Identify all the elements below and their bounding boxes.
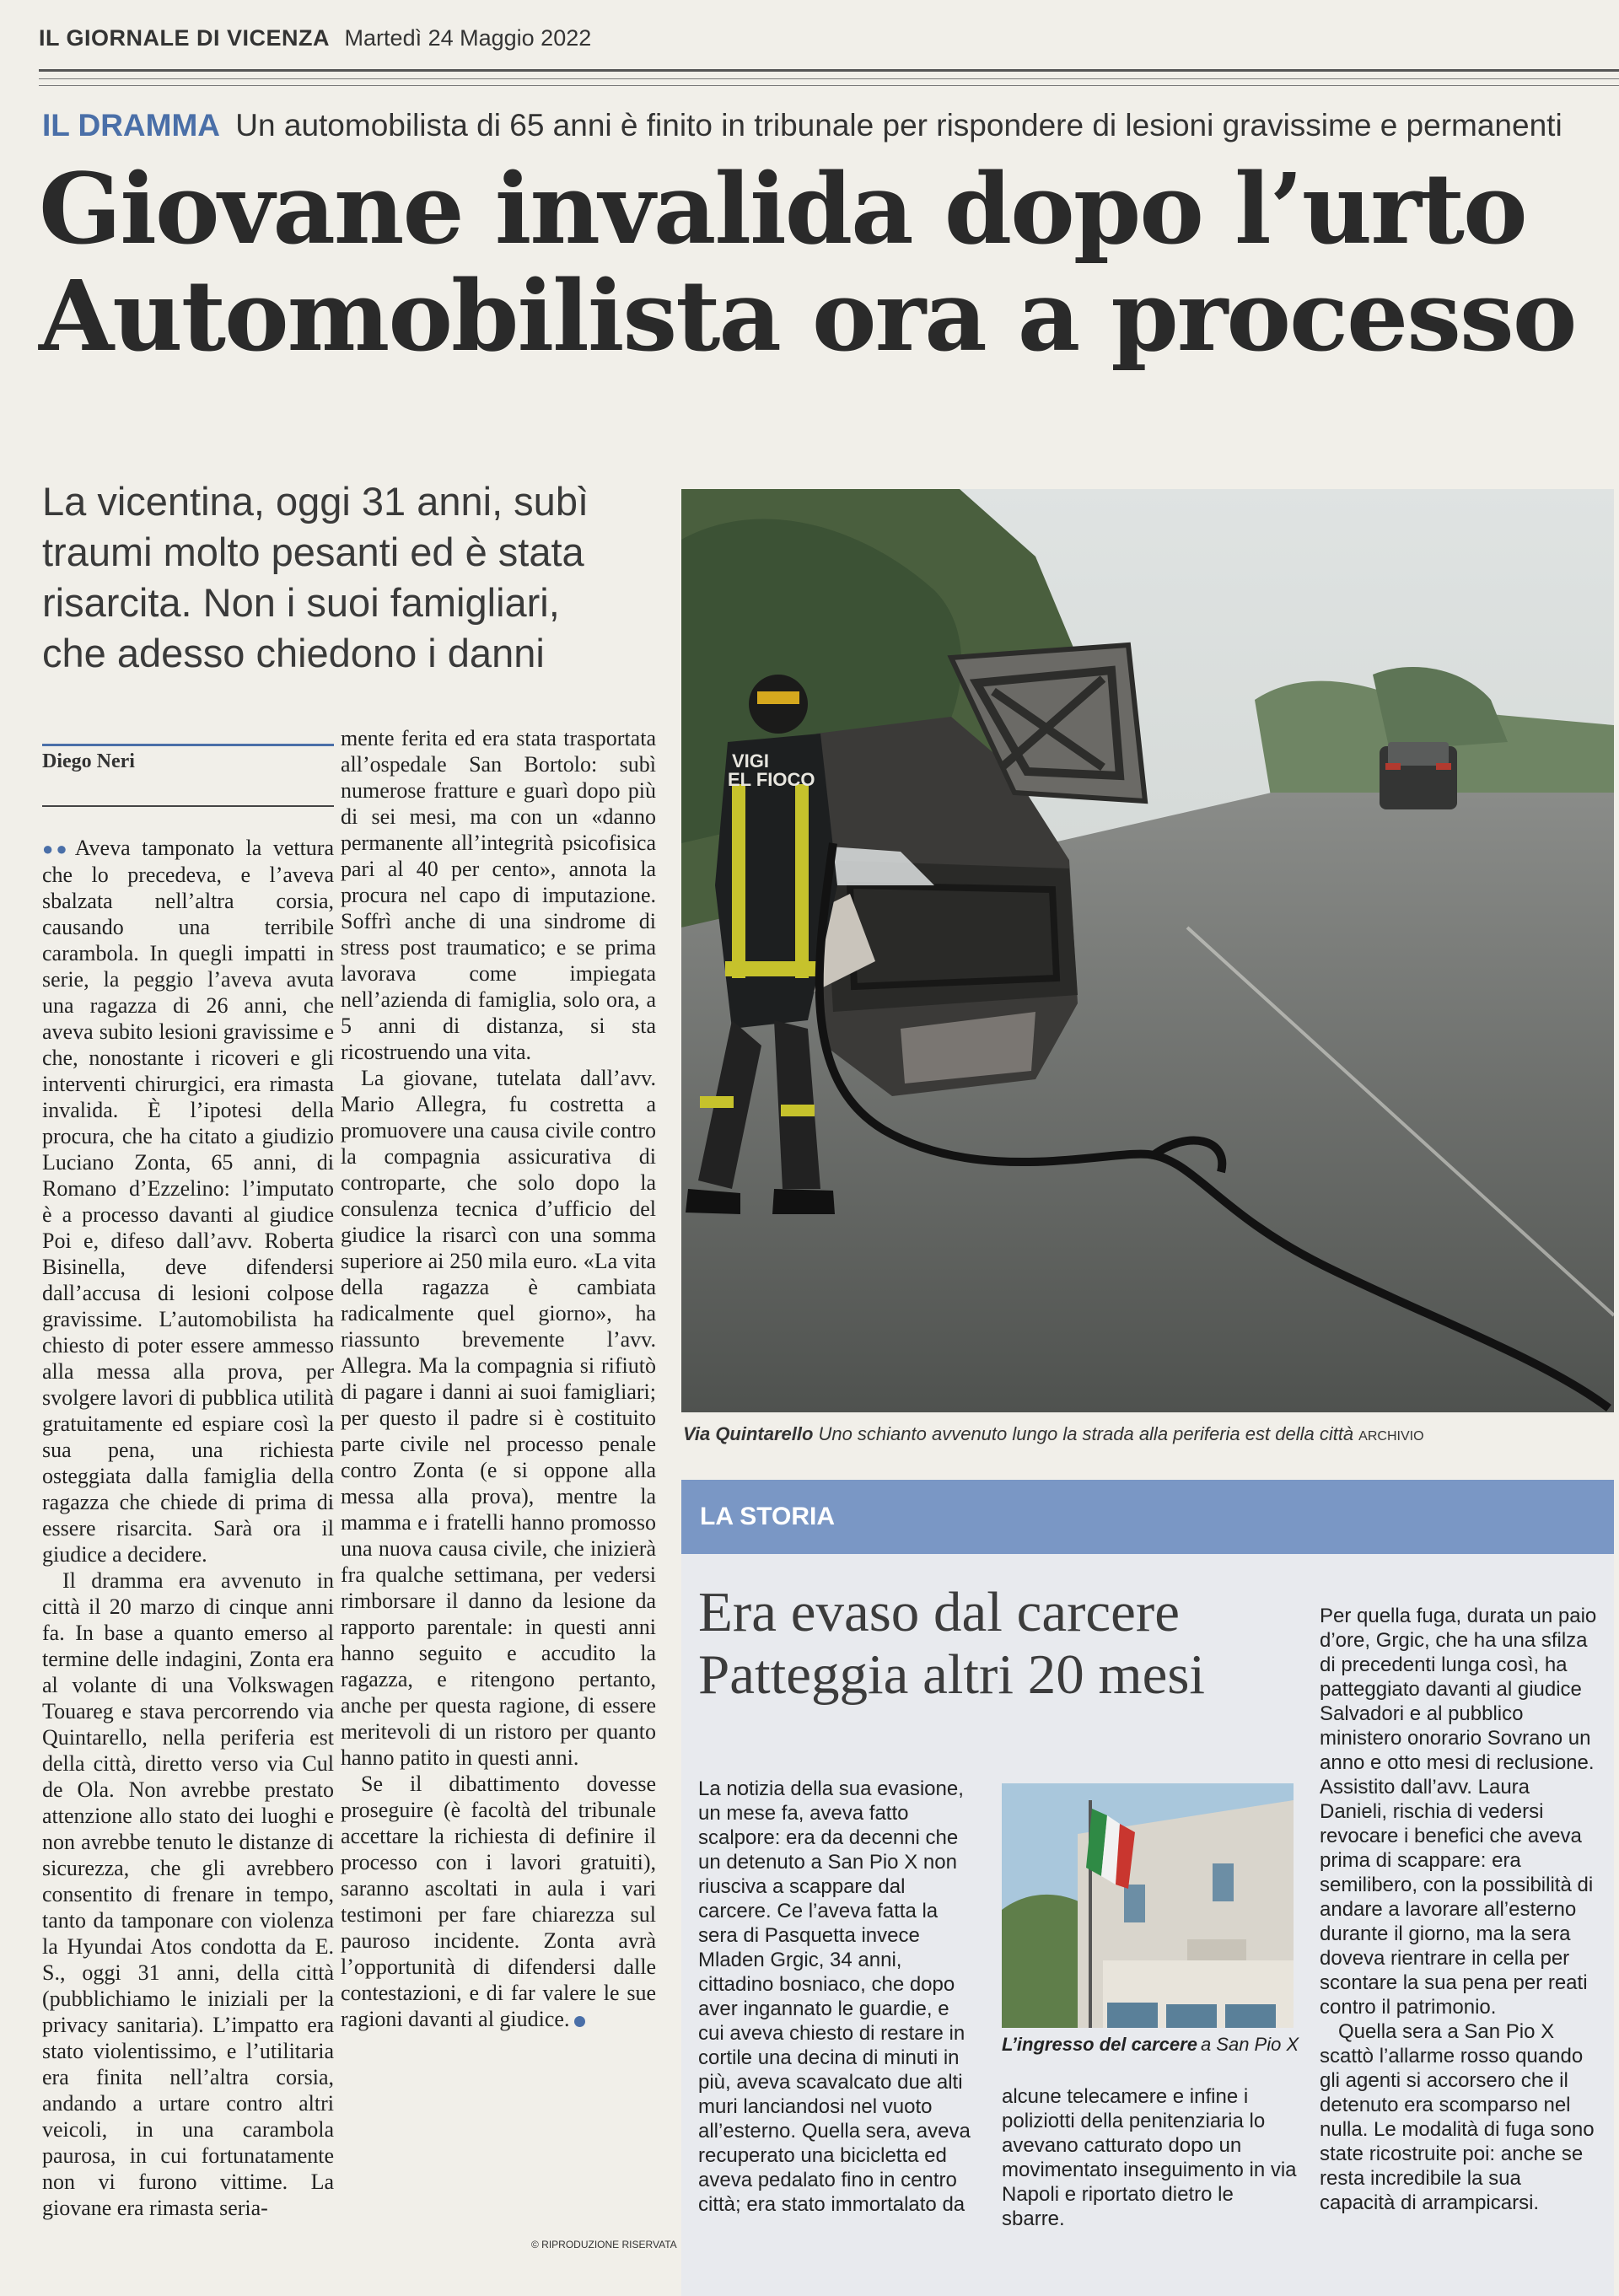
photo-credit: ARCHIVIO [1358, 1429, 1424, 1444]
headline [39, 153, 1616, 374]
issue-date: Martedì 24 Maggio 2022 [344, 25, 592, 51]
masthead-rule-thin [39, 78, 1619, 79]
story-headline-line-2: Patteggia altri 20 mesi [698, 1643, 1206, 1706]
story-column-3 [1320, 1604, 1600, 2215]
prison-photo-caption [1002, 2034, 1299, 2056]
article-paragraph [42, 835, 334, 1567]
story-column-2: alcune telecamere e infine i poliziotti della penitenziaria lo avevano catturato dopo un movimentato inseguimento in via Napoli e riportato dietro le sbarre. [1002, 2085, 1297, 2230]
photo-caption-text: Uno schianto avvenuto lungo la strada alla periferia est della città [818, 1423, 1354, 1444]
byline: Diego Neri [42, 750, 135, 772]
article-paragraph-text: Se il dibattimento dovesse proseguire (è facoltà del tribunale accettare la richiesta di definire il processo con i lavori gratuiti), saranno ascoltati in aula i vari testimoni per fare chiarezza sul pauroso incidente. Zonta avrà l’opportunità di difendersi dalle contestazioni, e di far valere le sue ragioni davanti al giudice. [341, 1772, 656, 2031]
headline-line-1: Giovane invalida dopo l’urto [39, 153, 1526, 266]
end-mark-icon [574, 2016, 585, 2027]
article-paragraph: Il dramma era avvenuto in città il 20 marzo di cinque anni fa. In base a quanto emerso al termine delle indagini, Zonta era al volante di una Volkswagen Touareg e stava percorrendo via Quintarello, nella periferia est della città, diretto verso via Cul de Ola. Non avrebbe prestato attenzione allo stato dei luoghi e non avrebbe tenuto le distanze di sicurezza, che gli avrebbero consentito di frenare in tempo, tanto da tamponare con violenza la Hyundai Atos condotta da E. S., oggi 31 anni, della città (pubblichiamo le iniziali per la privacy sanitaria). L’impatto era stato violentissimo, e l’utilitaria era finita nell’altra corsia, andando a urtare contro altri veicoli, in una carambola paurosa, in cui fortunatamente non vi furono vittime. La giovane era rimasta seria- [42, 1568, 334, 2220]
article-paragraph: mente ferita ed era stata trasportata all’ospedale San Bortolo: subì numerose fratture e guarì dopo più di sei mesi, ma con un «danno permanente all’integrità psicofisica pari al 40 per cento», annota la procura nel capo di imputazione. Soffrì anche di una sindrome di stress post traumatico; e se prima lavorava come impiegata nell’azienda di famiglia, solo ora, a 5 anni di distanza, si sta ricostruendo una vita. [341, 726, 656, 1064]
story-paragraph: Per quella fuga, durata un paio d’ore, Grgic, che ha una sfilza di precedenti lunga così, ha patteggiato davanti al giudice Salvadori e al pubblico ministero onorario Sovrano un anno e otto mesi di reclusione. Assistito dall’avv. Laura Danieli, rischia di vedersi revocare i benefici che aveva prima di scappare: era semilibero, con la possibilità di andare a lavorare all’esterno durante il giorno, ma la sera doveva rientrare in cella per scontare la sua pena per reati contro il patrimonio. [1320, 1605, 1597, 2019]
byline-rule-bottom [42, 805, 334, 807]
newspaper-name: IL GIORNALE DI VICENZA [39, 25, 331, 51]
photo-caption [683, 1423, 1424, 1445]
byline-rule [42, 744, 334, 746]
prison-photo-caption-text: a San Pio X [1200, 2034, 1299, 2055]
article-paragraph-text: Aveva tamponato la vettura che lo precedeva, e l’aveva sbalzata nell’altra corsia, causando una terribile carambola. In quegli impatti in serie, la peggio l’aveva avuta una ragazza di 26 anni, che aveva subito lesioni gravissime e che, nonostante i ricoveri e gli interventi chirurgici, era rimasta invalida. È l’ipotesi della procura, che ha citato a giudizio Luciano Zonta, 65 anni, di Romano d’Ezzelino: l’imputato è a processo davanti al giudice Poi e, difeso dall’avv. Roberta Bisinella, deve difendersi dall’accusa di lesioni colpose gravissime. L’automobilista ha chiesto di poter essere ammesso alla messa alla prova, per svolgere lavori di pubblica utilità gratuitamente ed espiare così la sua pena, una richiesta osteggiata dalla famiglia della ragazza che chiede di prima di essere risarcita. Sarà ora il giudice a decidere. [42, 836, 334, 1567]
vest-text-1: VIGI [732, 750, 770, 772]
kicker-text: Un automobilista di 65 anni è finito in tribunale per rispondere di lesioni gravissime e permanenti [235, 108, 1563, 142]
photo-caption-title: Via Quintarello [683, 1423, 814, 1444]
prison-entrance-photo [1002, 1783, 1294, 2028]
article-column-1 [42, 835, 334, 2221]
article-column-2 [341, 725, 656, 2032]
story-headline [698, 1581, 1305, 1706]
story-headline-line-1: Era evaso dal carcere [698, 1581, 1180, 1643]
kicker [42, 108, 1563, 143]
accident-photo [681, 489, 1614, 1412]
bullet-marks: ●● [42, 838, 70, 859]
story-section-label: LA STORIA [700, 1503, 836, 1530]
story-paragraph: Quella sera a San Pio X scattò l’allarme rosso quando gli agenti si accorsero che il detenuto era scomparso nel nulla. Le modalità di fuga sono state ricostruite poi: anche se resta incredibile la sua capacità di arrampicarsi. [1320, 2020, 1595, 2214]
kicker-tag: IL DRAMMA [42, 108, 221, 142]
article-summary: La vicentina, oggi 31 anni, subì traumi molto pesanti ed è stata risarcita. Non i suoi famigliari, che adesso chiedono i danni [42, 479, 589, 675]
masthead-rule-thin-2 [39, 85, 1619, 86]
headline-line-2: Automobilista ora a processo [39, 260, 1576, 374]
article-paragraph: La giovane, tutelata dall’avv. Mario Allegra, fu costretta a promuovere una causa civile contro la compagnia assicurativa di controparte, che solo dopo la consulenza tecnica d’ufficio del giudice la risarcì con una somma superiore ai 250 mila euro. «La vita della ragazza è cambiata radicalmente quel giorno», ha riassunto brevemente l’avv. Allegra. Ma la compagnia si rifiutò di pagare i danni ai suoi famigliari; per questo il padre si è costituito parte civile nel processo penale contro Zonta (e si oppone alla messa alla prova), mentre la mamma e i fratelli hanno promosso una nuova causa civile, che inizierà fra qualche settimana, per vedersi rimborsare il danno da lesione da rapporto parentale: in questi anni hanno seguito e accudito la ragazza, e ritengono pertanto, anche per questa ragione, di essere meritevoli di un ristoro per quanto hanno patito in questi anni. [341, 1066, 656, 1770]
masthead-rule [39, 69, 1619, 72]
prison-photo-caption-title: L’ingresso del carcere [1002, 2034, 1197, 2055]
copyright-notice: © RIPRODUZIONE RISERVATA [531, 2239, 677, 2250]
masthead [39, 25, 591, 51]
article-paragraph [341, 1771, 656, 2032]
vest-text-2: EL FIOCO [728, 769, 815, 790]
story-column-1: La notizia della sua evasione, un mese fa, aveva fatto scalpore: era da decenni che un detenuto a San Pio X non riusciva a scappare dal carcere. Ce l’aveva fatta la sera di Pasquetta invece Mladen Grgic, 34 anni, cittadino bosniaco, che dopo aver ingannato le guardie, e cui aveva chiesto di restare in cortile una decina di minuti in più, aveva scavalcato due alti muri lanciandosi nel vuoto all’esterno. Quella sera, aveva recuperato una bicicletta ed aveva pedalato fino in centro città; era stato immortalato da [698, 1777, 971, 2216]
